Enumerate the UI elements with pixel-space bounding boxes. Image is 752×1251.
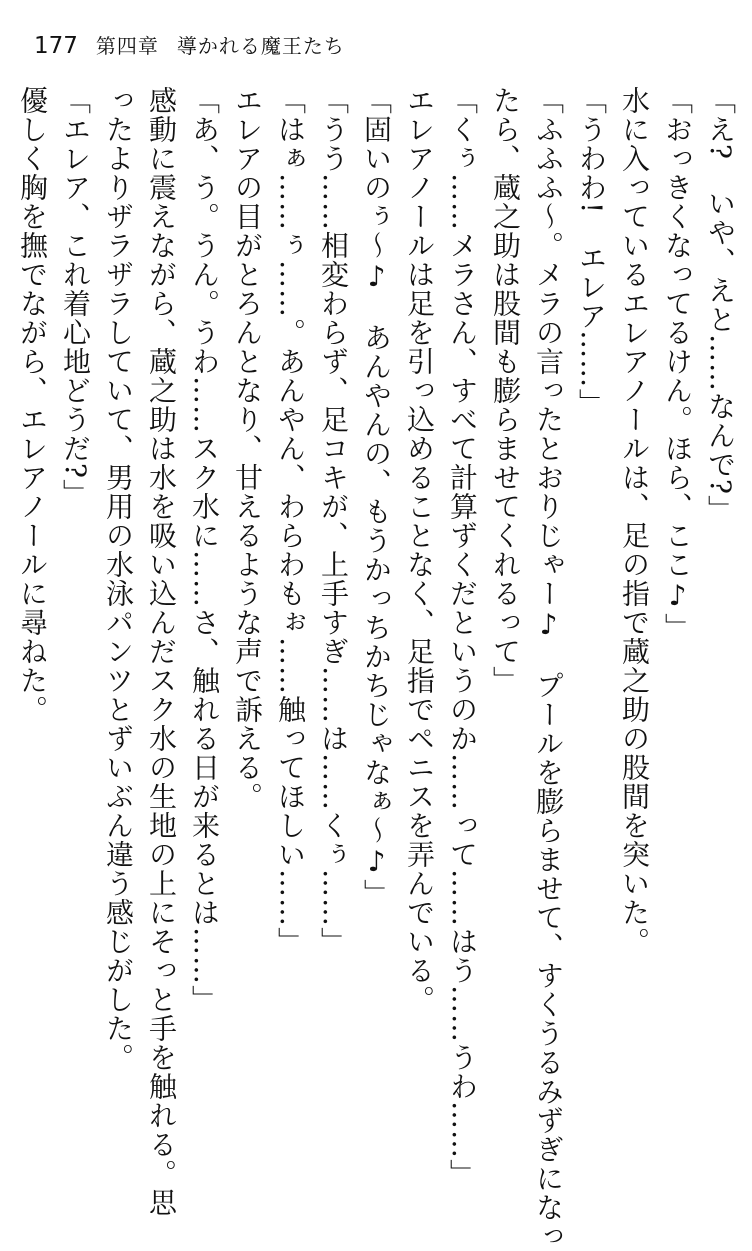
text-line: 「うわわ! エレア……」	[575, 86, 608, 418]
vertical-text-body	[16, 86, 742, 1251]
text-line: 優しく胸を撫でながら、エレアノールに尋ねた。	[16, 86, 49, 724]
page-header	[34, 30, 345, 60]
text-line: 「うう……相変わらず、足コキが、上手すぎ……は……くぅ……」	[317, 86, 350, 956]
text-line: 「え? いや、えと……なんで?」	[704, 86, 737, 525]
text-line: 「はぁ……ぅ……。あんやん、わらわもぉ……触ってほしい……」	[274, 86, 307, 956]
text-line: 「おっきくなってるけん。ほら、ここ♪」	[661, 86, 694, 642]
chapter-number: 第四章	[95, 34, 159, 58]
text-line: エレアノールは足を引っ込めることなく、足指でペニスを弄んでいる。	[403, 86, 436, 1014]
text-line: ったよりザラザラしていて、男用の水泳パンツとずいぶん違う感じがした。	[102, 86, 135, 1072]
text-line: 水に入っているエレアノールは、足の指で蔵之助の股間を突いた。	[618, 86, 651, 956]
running-head	[96, 30, 345, 59]
text-line: たら、蔵之助は股間も膨らませてくれるって」	[489, 86, 522, 695]
text-line: エレアの目がとろんとなり、甘えるような声で訴える。	[231, 86, 264, 811]
text-line: 「固いのぅ〜♪ あんやんの、もうかっちかちじゃなぁ〜♪」	[360, 86, 393, 908]
text-line: 「あ、う。うん。うわ……スク水に……さ、触れる日が来るとは……」	[188, 86, 221, 1014]
text-line: 「エレア、これ着心地どうだ?」	[59, 86, 92, 509]
text-line: 「ふふふ〜。メラの言ったとおりじゃー♪ プールを膨らませて、すくうるみずぎになっ	[532, 86, 565, 1251]
page-number: 177	[34, 33, 78, 59]
chapter-title: 導かれる魔王たち	[176, 34, 345, 58]
text-line: 「くぅ……メラさん、すべて計算ずくだというのか……って……はう……うわ……」	[446, 86, 479, 1188]
text-line: 感動に震えながら、蔵之助は水を吸い込んだスク水の生地の上にそっと手を触れる。思	[145, 86, 178, 1217]
